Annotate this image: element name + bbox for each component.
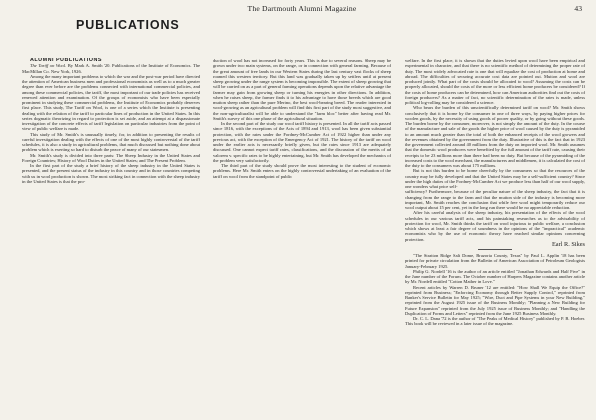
reviewer-signature: Earl R. Sikes [551,240,585,248]
paragraph: Who bears the burden of this unscientifically determined tariff on wool? Mr. Smith shows conclusively that it is borne by the consumer in one of three ways, by paying higher prices for woolen goods, by the necessity of using goods of poorer quality, or by going without these goods. The burden borne by the consumer, moreover, is not simply the amount of the duty. In the course of the manufacture and sale of the goods the higher price of wool caused by the duty is pyramided to an amount much greater than the total of both the enhanced receipts of the wool growers and the revenues obtained by the government from the duty. Illustrative of this is the fact that in 1923 the government collected around 40 millions from the duty on imported wool. Mr. Smith assumes that the domestic wool producers were benefited by the full amount of the tariff rate, causing their receipts to be 23 millions more than there had been no duty. But because of the pyramiding of the increased costs to the wool merchant, the manufacturers and middlemen, it is calculated the cost of the duty to the consumers was about 175 millions. [405,105,585,168]
paragraph: In the first part of the study a brief history of the sheep industry in the United States is presented, and the present status of the industry in this country and in those countries competing with us in wool production is shown. The most striking fact in connection with the sheep industry in the United States is that the pro- [22,163,200,184]
article-columns [22,58,584,418]
paragraph: After his careful analysis of the sheep industry, his presentation of the effects of the wool schedules in our various tariff acts, and his painstaking researches as to the advisability of protection for wool, Mr. Smith thinks the tariff on wool injurious to public welfare, a conclusion which shows at least a fair degree of soundness in the opinions of the "impractical" academic economists who by the use of economic theory have reached similar opinions concerning protection. [405,210,585,242]
paragraph: duction of wool has not increased for forty years. This is due to several reasons. Sheep may be grown under two main systems, on the range, or in connection with general farming. Because of the great amount of free lands in our Western States during the last century vast flocks of sheep roamed this western territory. But this land was gradually taken up by settlers until at present sheep growing under the range system is becoming impossible. The extent of sheep growing that will be carried on as a part of general farming operations depends upon the relative advantage the farmer may gain from growing sheep or turning his energies in other directions. In addition, when he raises sheep, the farmer finds it to his advantage to have those breeds which are good mutton sheep rather than the pure Merino, the best wool-bearing breed. The reader interested in wool-growing as an agricultural problem will find this first part of the study most suggestive, and the non-agriculturalist will be able to understand the "farm bloc" better after having read Mr. Smith's survey of this one phase of the agricultural situation. [213,58,391,121]
note-paragraph: Dr. C. L. Dana '72 is the author of "The Peaks of Medical History" published by P. B. Hoeber. This book will be reviewed in a later issue of the magazine. [405,316,585,327]
paragraph: welfare. In the first place, it is shown that the duties levied upon wool have been empirical and experimental in character, and that there is no scientific method of determining the proper rate of duty. The most widely advocated rate is one that will equalize the cost of production at home and abroad. The difficulties of securing accurate cost data are pointed out. Mutton and wool are produced jointly. What part of the costs should be allocated to wool? Assuming the costs can be properly allocated, should the costs of the more or less efficient home producers be considered? If the costs of home producers can be determined, how can American authorities find out the costs of foreign producers? As a matter of fact, no scientific determination of the rates is made, unless political log-rolling may be considered a science. [405,58,585,105]
column-1 [22,58,200,418]
paragraph: The third part of the study should prove the most interesting to the student of economic problems. Here Mr. Smith enters on the highly controversial undertaking of an evaluation of the tariff on wool from the standpoint of public [213,163,391,179]
alumni-publications-title: ALUMNI PUBLICATIONS [30,58,102,63]
paragraph: This study of Mr. Smith's is unusually timely, for, in addition to presenting the results of careful investigation dealing with the effects of one of the most highly controversial of the tariff schedules, it is also a study in agricultural problems, that much discussed but nothing done about problem which is exerting so hard to disturb the peace of many of our statesmen. [22,131,200,153]
note-paragraph: Recent articles by Warren D. Bruner '12 are entitled: "How Shall We Equip the Office?" reprinted from Business; "Enforcing Economy through Better Supply Control," reprinted from Banker's Service Bulletin for May 1925; "Wire, Duct and Pipe Systems in your New Building," reprinted from the August 1925 issue of the Business Monthly; "Planning a New Building for Future Expansion" reprinted from the July 1925 issue of Business Monthly; and "Handling the Duplication of Forms and Letters" reprinted from the June 1925 Business Monthly. [405,284,585,316]
paragraph: Mr. Smith's study is divided into three parts: The Sheep Industry in the United States and Foreign Countries; History of Wool Duties in the United States; and The Present Problem. [22,152,200,163]
book-citation [22,63,200,74]
book-author: By Mark A. Smith '20. [67,63,111,69]
note-paragraph: "The Stratton Ridge Salt Dome, Brazoria County, Texas" by Paul L. Applin '18 has been printed for private circulation from the Bulletin of American Association of Petroleum Geologists January-February 1925. [405,253,585,269]
paragraph: Among the many important problems to which the war and the post-war period have directed the attention of American business men and professional economists as well as to a much greater degree than ever before are the problems connected with international commercial policies, and among these commercial policies, the tariff, the most important of our trade policies has received renewed attention and examination. Of the groups of economists who have been especially prominent in studying these commercial problems, the Institute of Economics probably deserves first place. This study, The Tariff on Wool, is one of a series which the Institute is presenting dealing with the relation of the tariff to particular lines of production in the United States. In this series dogmatic theorizing in regard to protection is set aside, and an attempt at a dispassionate investigation of the concrete effects of tariff legislation on particular industries from the point of view of public welfare is made. [22,73,200,132]
book-title: The Tariff on Wool. [30,63,67,69]
paragraph: sufficiency? Furthermore, because of the peculiar nature of the sheep industry, the fact that it is changing from the range to the farm and that the mutton side of the industry is becoming more important, Mr. Smith reaches the conclusion that while free wool might temporarily reduce our wool output about 15 per cent, yet in the long run there would be no appreciable reduction. [405,189,585,210]
note-paragraph: Philip G. Nordell '16 is the author of an article entitled "Jonathan Edwards and Half Five" in the June number of the Forum. The October number of Harpers Magazine contains another article by Mr. Nordell entitled "Cotton Mather in Love." [405,268,585,285]
column-2 [213,58,391,418]
column-3 [405,58,585,418]
section-heading: PUBLICATIONS [76,18,180,32]
paragraph: In the second part of the study our wool tariff history is presented. In all the tariff acts passed since 1816, with the exceptions of the Acts of 1894 and 1913, wool has been given substantial protection, with the rates under the Fordney-McCumber Act of 1922 higher than under any previous act, with the exception of the Emergency Act of 1921. The history of the tariff on wool under the earlier acts is necessarily briefly given, but the rates since 1913 are adequately discussed. One cannot expect tariff rates, classifications, and the discussion of the merits of ad valorem v. specific rates to be highly entertaining, but Mr. Smith has developed the mechanics of the problem very satisfactorily. [213,121,391,163]
paragraph: But is not this burden to be borne cheerfully by the consumers so that the resources of the country may be fully developed and that the United States may be a self-sufficient country? Since under the high duties of the Fordney-McCumber Act we produce less than half of our wool supply, one wonders what price self- [405,168,585,189]
page-number: 43 [574,4,582,13]
section-divider [478,249,512,250]
book-series: Publications of the Institute of Economics. The MacMillan Co. New York, 1926. [22,63,200,74]
running-title: The Dartmouth Alumni Magazine [247,4,357,13]
running-header [22,4,582,16]
